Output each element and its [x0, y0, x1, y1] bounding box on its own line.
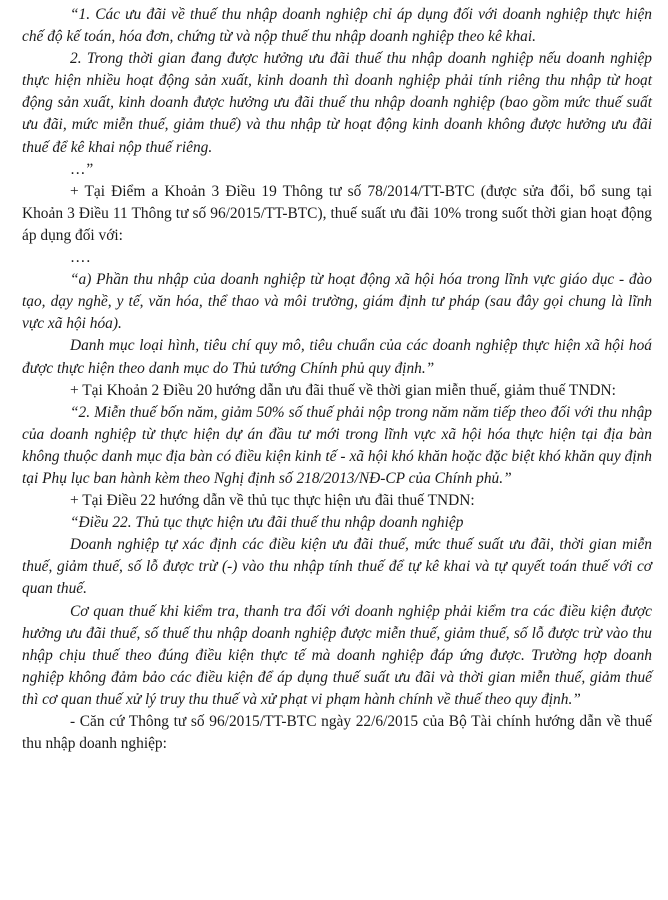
paragraph-quote-item-a: “a) Phần thu nhập của doanh nghiệp từ hoạt động xã hội hóa trong lĩnh vực giáo dục - đào tạo, dạy nghề, y tế, văn hóa, thể thao và môi trường, giám định tư pháp (sau đây gọi chung là lĩnh vực xã hội hóa). [22, 271, 652, 333]
paragraph-quote-danh-muc: Danh mục loại hình, tiêu chí quy mô, tiêu chuẩn của các doanh nghiệp thực hiện xã hội hoá được thực hiện theo danh mục do Thủ tướng Chính phủ quy định.” [22, 337, 652, 377]
paragraph-quote-tu-xac-dinh: Doanh nghiệp tự xác định các điều kiện ưu đãi thuế, mức thuế suất ưu đãi, thời gian miễn thuế, giảm thuế, số lỗ được trừ (-) vào thu nhập tính thuế để tự kê khai và tự quyết toán thuế với cơ quan thuế. [22, 536, 652, 598]
paragraph-quote-item-2: 2. Trong thời gian đang được hưởng ưu đãi thuế thu nhập doanh nghiệp nếu doanh nghiệp thực hiện nhiều hoạt động sản xuất, kinh doanh thì doanh nghiệp phải tính riêng thu nhập từ hoạt động sản xuất, kinh doanh được hưởng ưu đãi thuế thu nhập doanh nghiệp (bao gồm mức thuế suất ưu đãi, mức miễn thuế, giảm thuế) và thu nhập từ hoạt động kinh doanh không được hưởng ưu đãi thuế để kê khai nộp thuế riêng. [22, 50, 652, 156]
paragraph-quote-co-quan-thue: Cơ quan thuế khi kiểm tra, thanh tra đối với doanh nghiệp phải kiểm tra các điều kiện được hưởng ưu đãi thuế, số thuế thu nhập doanh nghiệp được miễn thuế, giảm thuế, số lỗ được trừ vào thu nhập chịu thuế theo đúng điều kiện thực tế mà doanh nghiệp đáp ứng được. Trường hợp doanh nghiệp không đảm bảo các điều kiện để áp dụng thuế suất ưu đãi và thời gian miễn thuế, giảm thuế thì cơ quan thuế xử lý truy thu thuế và xử phạt vi phạm hành chính về thuế theo quy định.” [22, 602, 652, 708]
document-page [22, 4, 652, 755]
ellipsis-line: …” [70, 160, 95, 178]
paragraph-quote-mien-thue: “2. Miễn thuế bốn năm, giảm 50% số thuế phải nộp trong năm năm tiếp theo đối với thu nhập của doanh nghiệp từ thực hiện dự án đầu tư mới trong lĩnh vực xã hội hóa thực hiện tại địa bàn không thuộc danh mục địa bàn có điều kiện kinh tế - xã hội khó khăn hoặc đặc biệt khó khăn quy định tại Phụ lục ban hành kèm theo Nghị định số 218/2013/NĐ-CP của Chính phủ.” [22, 403, 652, 487]
paragraph-quote-dieu-22-title: “Điều 22. Thủ tục thực hiện ưu đãi thuế thu nhập doanh nghiệp [70, 514, 464, 532]
ellipsis-line: …. [70, 249, 92, 267]
paragraph-quote-item-1: “1. Các ưu đãi về thuế thu nhập doanh nghiệp chỉ áp dụng đối với doanh nghiệp thực hiện chế độ kế toán, hóa đơn, chứng từ và nộp thuế thu nhập doanh nghiệp theo kê khai. [22, 6, 652, 46]
paragraph-diem-a-khoan-3: + Tại Điểm a Khoản 3 Điều 19 Thông tư số 78/2014/TT-BTC (được sửa đổi, bổ sung tại Khoản 3 Điều 11 Thông tư số 96/2015/TT-BTC), thuế suất ưu đãi 10% trong suốt thời gian hoạt động áp dụng đối với: [22, 182, 652, 244]
paragraph-can-cu-thong-tu: - Căn cứ Thông tư số 96/2015/TT-BTC ngày 22/6/2015 của Bộ Tài chính hướng dẫn về thuế thu nhập doanh nghiệp: [22, 713, 652, 753]
paragraph-khoan-2-dieu-20: + Tại Khoản 2 Điều 20 hướng dẫn ưu đãi thuế về thời gian miễn thuế, giảm thuế TNDN: [70, 381, 616, 399]
paragraph-dieu-22: + Tại Điều 22 hướng dẫn về thủ tục thực hiện ưu đãi thuế TNDN: [70, 492, 475, 510]
